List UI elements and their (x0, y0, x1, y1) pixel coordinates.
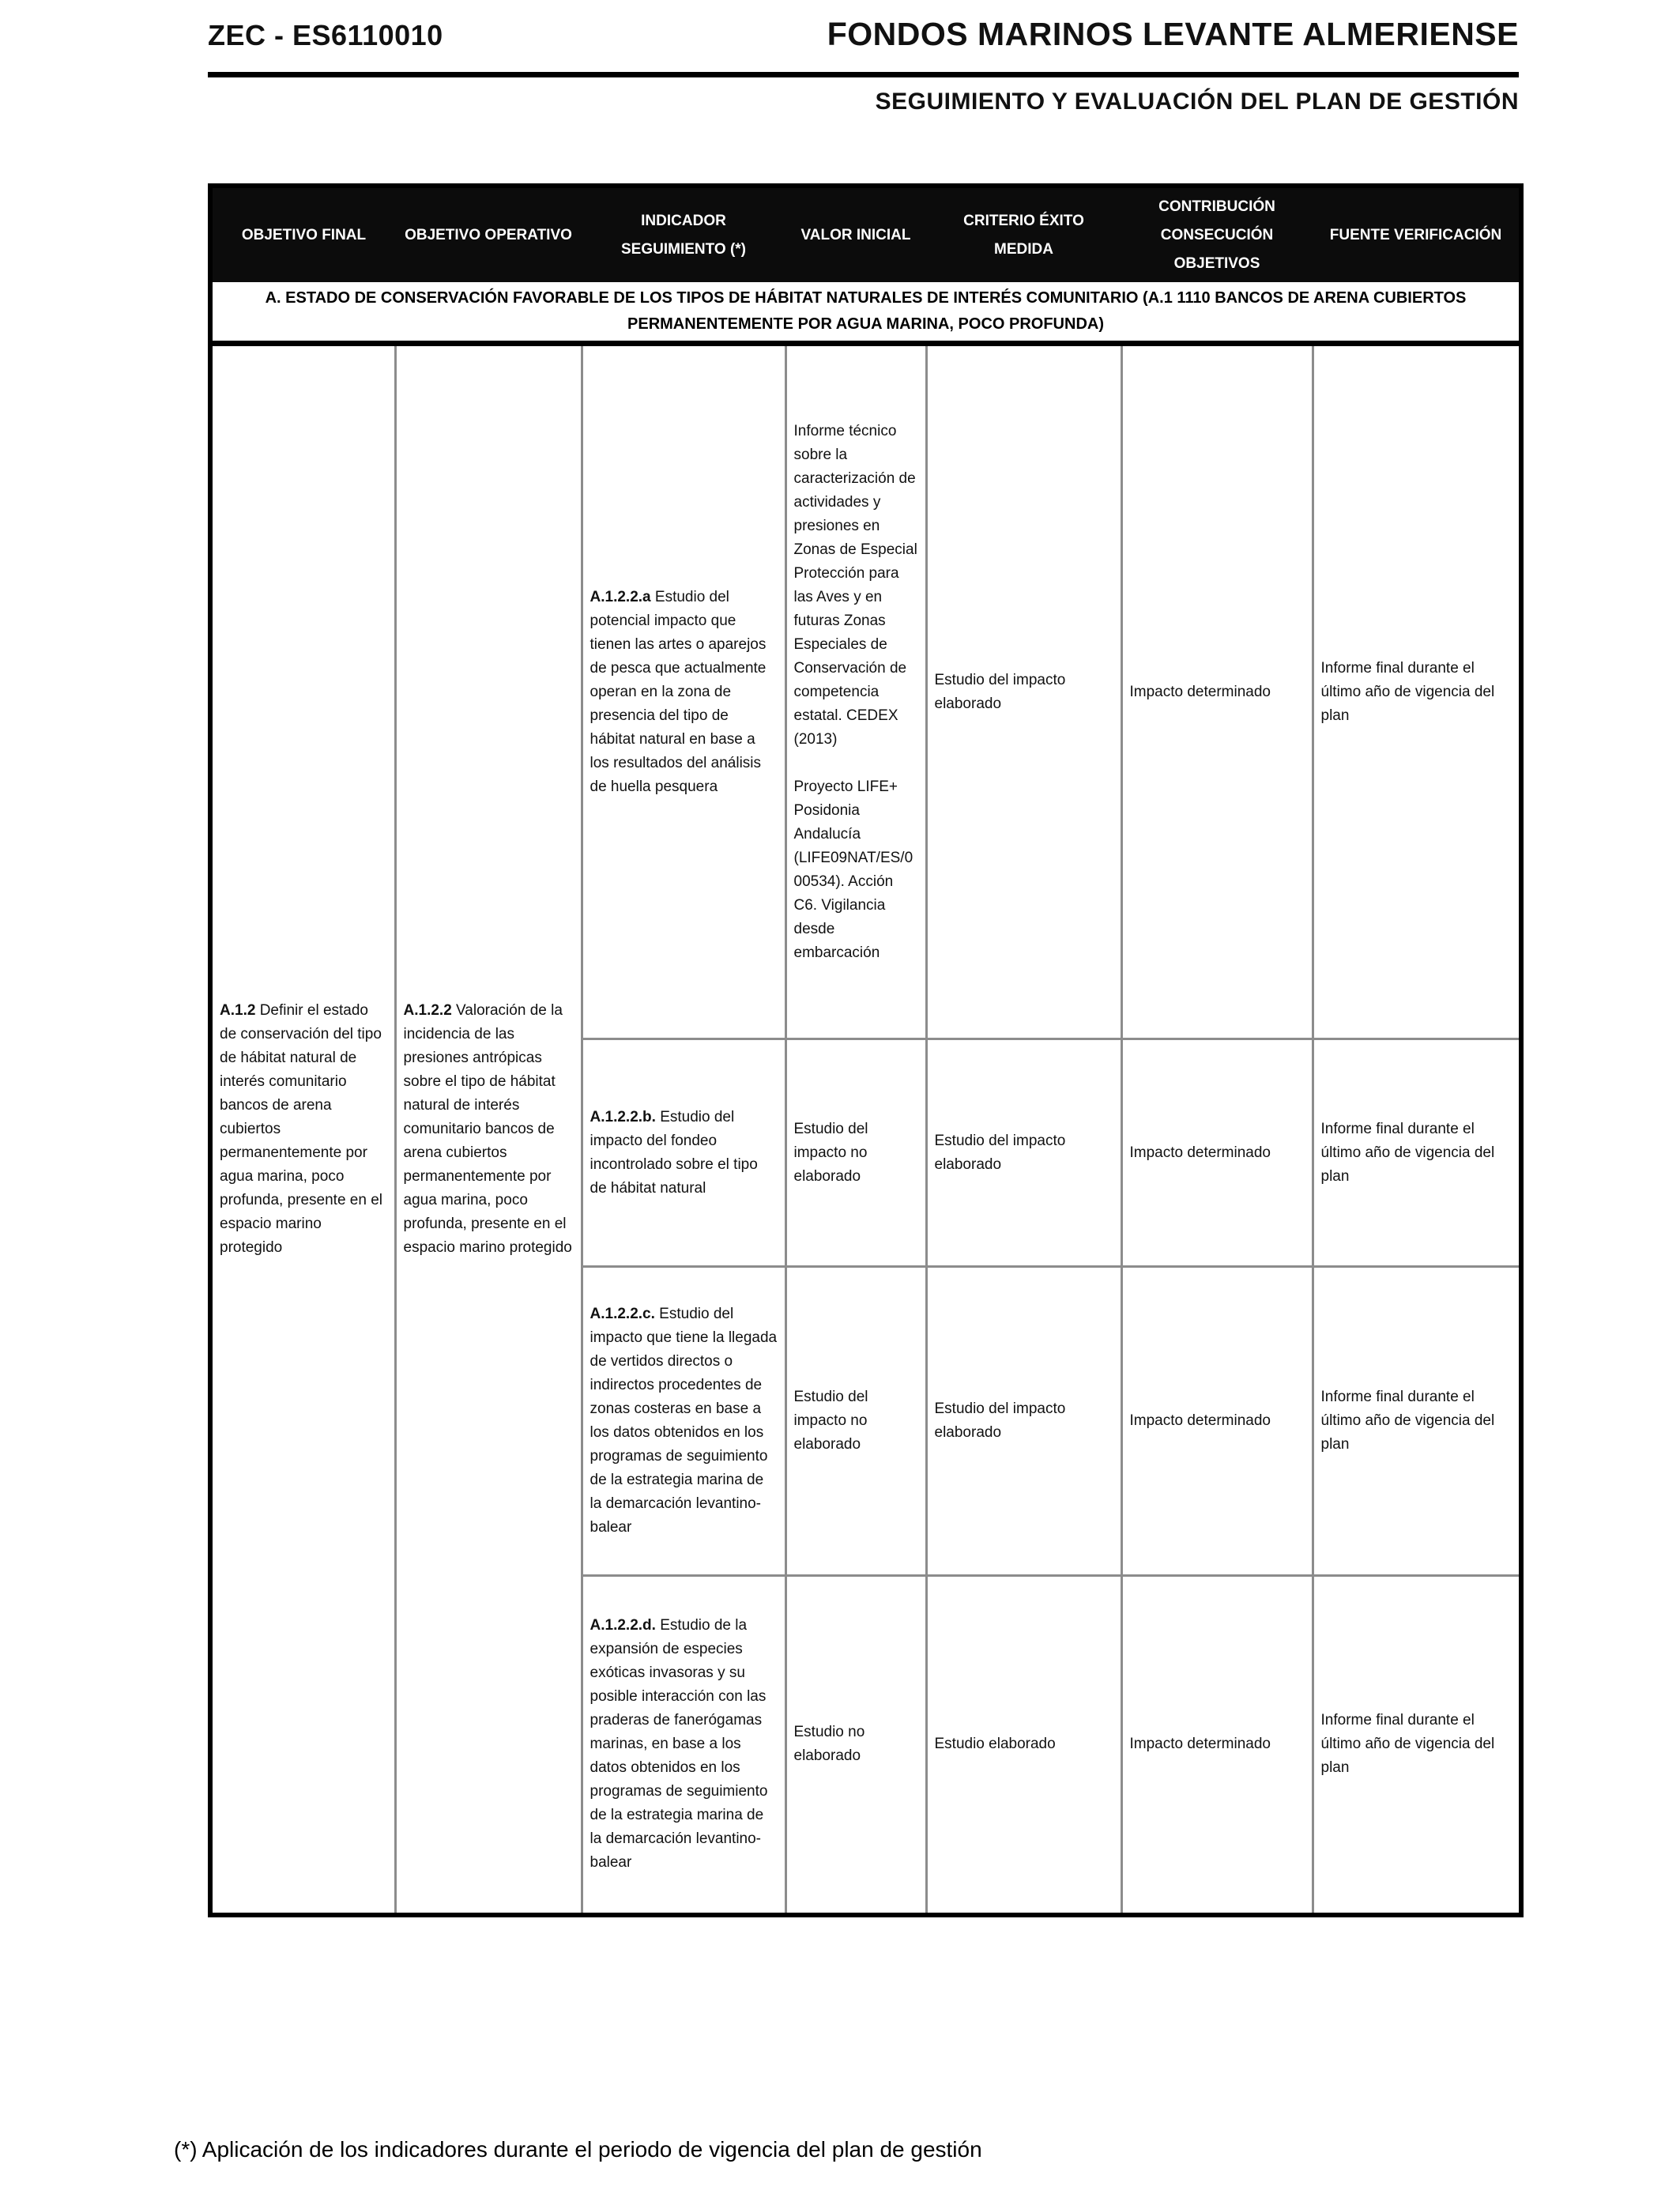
cell-contribucion-d: Impacto determinado (1121, 1576, 1313, 1915)
cell-valor-inicial-c (785, 1267, 926, 1576)
cell-contribucion-a: Impacto determinado (1121, 344, 1313, 1039)
section-header-row (210, 282, 1521, 344)
col-header-objetivo-final: OBJETIVO FINAL (210, 186, 395, 282)
valor-inicial-paragraph-2: Proyecto LIFE+ Posidonia Andalucía (LIFE09NAT/ES/000534). Acción C6. Vigilancia desde embarcación (793, 778, 913, 961)
cell-criterio-c: Estudio del impacto elaborado (926, 1267, 1121, 1576)
valor-inicial-paragraph-1: Estudio no elaborado (793, 1724, 865, 1765)
cell-indicador-a (582, 344, 785, 1039)
cell-indicador-c (582, 1267, 785, 1576)
header-rule (208, 72, 1519, 77)
monitoring-table (208, 183, 1524, 1917)
cell-fuente-d: Informe final durante el último año de vigencia del plan (1313, 1576, 1521, 1915)
objetivo-final-code: A.1.2 (220, 1001, 256, 1019)
cell-valor-inicial-b (785, 1039, 926, 1267)
indicador-text: Estudio del impacto que tiene la llegada de vertidos directos o indirectos procedentes de zonas costeras en base a los datos obtenidos en los programas de seguimiento de la estrategia marina de la demarcación levantino-balear (590, 1306, 778, 1536)
cell-valor-inicial-d (785, 1576, 926, 1915)
cell-objetivo-final (210, 344, 395, 1915)
cell-criterio-b: Estudio del impacto elaborado (926, 1039, 1121, 1267)
col-header-contribucion: CONTRIBUCIÓN CONSECUCIÓN OBJETIVOS (1121, 186, 1313, 282)
indicador-text: Estudio del potencial impacto que tienen las artes o aparejos de pesca que actualmente operan en la zona de presencia del tipo de hábitat natural en base a los resultados del análisis de huella pesquera (590, 588, 767, 795)
col-header-criterio-exito: CRITERIO ÉXITO MEDIDA (926, 186, 1121, 282)
cell-indicador-d (582, 1576, 785, 1915)
section-header: A. ESTADO DE CONSERVACIÓN FAVORABLE DE LOS TIPOS DE HÁBITAT NATURALES DE INTERÉS COMUNITARIO (A.1 1110 BANCOS DE ARENA CUBIERTOS PERMANENTEMENTE POR AGUA MARINA, POCO PROFUNDA) (210, 282, 1521, 344)
cell-criterio-a: Estudio del impacto elaborado (926, 344, 1121, 1039)
cell-valor-inicial-a (785, 344, 926, 1039)
indicador-text: Estudio del impacto del fondeo incontrolado sobre el tipo de hábitat natural (590, 1108, 758, 1197)
footnote: (*) Aplicación de los indicadores durante el periodo de vigencia del plan de gestión (174, 2137, 982, 2162)
cell-indicador-b (582, 1039, 785, 1267)
indicador-code: A.1.2.2.d. (590, 1617, 656, 1634)
cell-fuente-b: Informe final durante el último año de vigencia del plan (1313, 1039, 1521, 1267)
valor-inicial-paragraph-1: Informe técnico sobre la caracterización de actividades y presiones en Zonas de Especial Protección para las Aves y en futuras Zonas Especiales de Conservación de competencia estatal. CEDEX (2013) (793, 422, 917, 748)
table-row-a (210, 344, 1521, 1039)
indicador-code: A.1.2.2.c. (590, 1306, 655, 1322)
table-header-row (210, 186, 1521, 282)
indicador-text: Estudio de la expansión de especies exóticas invasoras y su posible interacción con las praderas de fanerógamas marinas, en base a los datos obtenidos en los programas de seguimiento de la estrategia marina de la demarcación levantino-balear (590, 1617, 768, 1872)
page-title: FONDOS MARINOS LEVANTE ALMERIENSE (827, 16, 1519, 52)
objetivo-final-text: Definir el estado de conservación del tipo de hábitat natural de interés comunitario bancos de arena cubiertos permanentemente por agua marina, poco profunda, presente en el espacio marino protegido (220, 1001, 382, 1256)
page-subtitle: SEGUIMIENTO Y EVALUACIÓN DEL PLAN DE GESTIÓN (875, 89, 1519, 115)
cell-fuente-a: Informe final durante el último año de vigencia del plan (1313, 344, 1521, 1039)
col-header-valor-inicial: VALOR INICIAL (785, 186, 926, 282)
objetivo-operativo-code: A.1.2.2 (403, 1001, 452, 1019)
objetivo-operativo-text: Valoración de la incidencia de las presiones antrópicas sobre el tipo de hábitat natural de interés comunitario bancos de arena cubiertos permanentemente por agua marina, poco profunda, presente en el espacio marino protegido (403, 1001, 572, 1256)
site-code: ZEC - ES6110010 (208, 19, 443, 51)
cell-contribucion-c: Impacto determinado (1121, 1267, 1313, 1576)
masthead (208, 16, 1519, 53)
valor-inicial-paragraph-1: Estudio del impacto no elaborado (793, 1120, 868, 1185)
cell-fuente-c: Informe final durante el último año de vigencia del plan (1313, 1267, 1521, 1576)
indicador-code: A.1.2.2.b. (590, 1108, 656, 1125)
col-header-objetivo-operativo: OBJETIVO OPERATIVO (395, 186, 582, 282)
cell-criterio-d: Estudio elaborado (926, 1576, 1121, 1915)
valor-inicial-paragraph-1: Estudio del impacto no elaborado (793, 1389, 868, 1453)
col-header-fuente-verificacion: FUENTE VERIFICACIÓN (1313, 186, 1521, 282)
col-header-indicador-seguimiento: INDICADOR SEGUIMIENTO (*) (582, 186, 785, 282)
cell-objetivo-operativo (395, 344, 582, 1915)
cell-contribucion-b: Impacto determinado (1121, 1039, 1313, 1267)
indicador-code: A.1.2.2.a (590, 588, 651, 605)
